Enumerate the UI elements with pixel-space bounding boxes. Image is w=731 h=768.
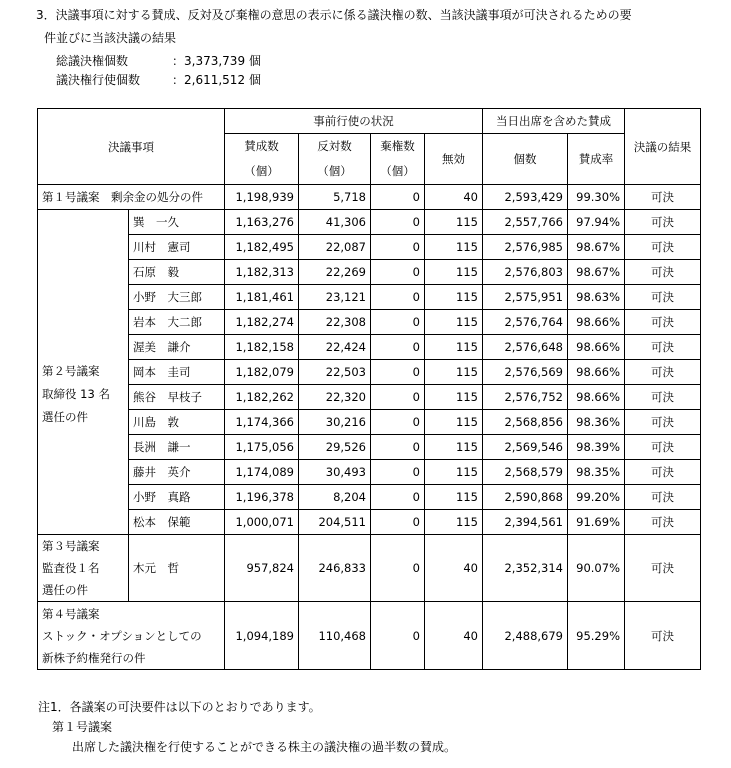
result: 可決 xyxy=(625,435,701,460)
invalid-count: 115 xyxy=(425,260,483,285)
note-line-1: 注1．各議案の可決要件は以下のとおりであります。 xyxy=(38,700,321,714)
for-count: 1,163,276 xyxy=(225,210,299,235)
invalid-count: 115 xyxy=(425,510,483,535)
section-heading-cont: 件並びに当該決議の結果 xyxy=(44,31,177,45)
abstain-count: 0 xyxy=(371,460,425,485)
table-row xyxy=(38,335,701,360)
table-row xyxy=(38,460,701,485)
for-count: 1,000,071 xyxy=(225,510,299,535)
total-votes-label: 総議決権個数 xyxy=(56,54,129,68)
invalid-count: 115 xyxy=(425,410,483,435)
total-for-count: 2,488,679 xyxy=(483,602,568,670)
header-invalid: 無効 xyxy=(425,134,483,185)
invalid-count: 115 xyxy=(425,360,483,385)
abstain-count: 0 xyxy=(371,410,425,435)
candidate-name: 熊谷 早枝子 xyxy=(129,385,225,410)
against-count: 8,204 xyxy=(299,485,371,510)
table-row xyxy=(38,210,701,235)
invalid-count: 115 xyxy=(425,485,483,510)
abstain-count: 0 xyxy=(371,285,425,310)
invalid-count: 115 xyxy=(425,335,483,360)
abstain-count: 0 xyxy=(371,235,425,260)
against-count: 204,511 xyxy=(299,510,371,535)
against-count: 110,468 xyxy=(299,602,371,670)
invalid-count: 115 xyxy=(425,235,483,260)
candidate-name: 川島 敦 xyxy=(129,410,225,435)
section-heading: 3．決議事項に対する賛成、反対及び棄権の意思の表示に係る議決権の数、当該決議事項が可決されるための要 xyxy=(36,8,632,22)
result: 可決 xyxy=(625,210,701,235)
against-count: 30,216 xyxy=(299,410,371,435)
total-votes-value: ：3,373,739 個 xyxy=(172,54,261,68)
table-row xyxy=(38,310,701,335)
abstain-count: 0 xyxy=(371,360,425,385)
approval-rate: 98.66% xyxy=(568,360,625,385)
abstain-count: 0 xyxy=(371,535,425,602)
for-count: 1,196,378 xyxy=(225,485,299,510)
approval-rate: 98.66% xyxy=(568,310,625,335)
invalid-count: 40 xyxy=(425,185,483,210)
for-count: 1,198,939 xyxy=(225,185,299,210)
table-row xyxy=(38,235,701,260)
approval-rate: 98.67% xyxy=(568,235,625,260)
approval-rate: 98.67% xyxy=(568,260,625,285)
header-abstain: 棄権数 （個） xyxy=(371,134,425,185)
for-count: 1,182,495 xyxy=(225,235,299,260)
proposal-label: 第３号議案 監査役１名 選任の件 xyxy=(38,535,129,602)
total-for-count: 2,568,856 xyxy=(483,410,568,435)
table-row xyxy=(38,510,701,535)
result: 可決 xyxy=(625,310,701,335)
header-result: 決議の結果 xyxy=(625,109,701,185)
for-count: 1,182,274 xyxy=(225,310,299,335)
candidate-name: 長洲 謙一 xyxy=(129,435,225,460)
total-for-count: 2,394,561 xyxy=(483,510,568,535)
candidate-name: 小野 真路 xyxy=(129,485,225,510)
proposal-label: 第４号議案 ストック・オプションとしての 新株予約権発行の件 xyxy=(38,602,225,670)
table-row xyxy=(38,285,701,310)
proposal-label: 第２号議案 取締役 13 名 選任の件 xyxy=(38,210,129,535)
table-row xyxy=(38,360,701,385)
candidate-name: 石原 毅 xyxy=(129,260,225,285)
note-line-2: 第１号議案 xyxy=(52,720,113,734)
invalid-count: 115 xyxy=(425,210,483,235)
approval-rate: 98.66% xyxy=(568,335,625,360)
for-count: 1,174,089 xyxy=(225,460,299,485)
against-count: 30,493 xyxy=(299,460,371,485)
for-count: 1,182,079 xyxy=(225,360,299,385)
abstain-count: 0 xyxy=(371,335,425,360)
total-for-count: 2,352,314 xyxy=(483,535,568,602)
approval-rate: 99.30% xyxy=(568,185,625,210)
invalid-count: 115 xyxy=(425,460,483,485)
result: 可決 xyxy=(625,335,701,360)
table-row xyxy=(38,385,701,410)
result: 可決 xyxy=(625,260,701,285)
invalid-count: 40 xyxy=(425,602,483,670)
approval-rate: 98.35% xyxy=(568,460,625,485)
exercised-votes-label: 議決権行使個数 xyxy=(56,73,141,87)
total-for-count: 2,576,985 xyxy=(483,235,568,260)
total-for-count: 2,593,429 xyxy=(483,185,568,210)
candidate-name: 藤井 英介 xyxy=(129,460,225,485)
approval-rate: 90.07% xyxy=(568,535,625,602)
approval-rate: 98.63% xyxy=(568,285,625,310)
against-count: 22,503 xyxy=(299,360,371,385)
result: 可決 xyxy=(625,360,701,385)
header-same-day: 当日出席を含めた賛成 xyxy=(483,109,625,134)
table-row xyxy=(38,602,701,670)
exercised-votes-value: ：2,611,512 個 xyxy=(172,73,261,87)
abstain-count: 0 xyxy=(371,510,425,535)
approval-rate: 91.69% xyxy=(568,510,625,535)
table-row xyxy=(38,260,701,285)
invalid-count: 115 xyxy=(425,435,483,460)
candidate-name: 巽 一久 xyxy=(129,210,225,235)
candidate-name: 木元 哲 xyxy=(129,535,225,602)
against-count: 22,269 xyxy=(299,260,371,285)
for-count: 1,094,189 xyxy=(225,602,299,670)
table-row xyxy=(38,185,701,210)
result: 可決 xyxy=(625,510,701,535)
invalid-count: 115 xyxy=(425,285,483,310)
against-count: 22,320 xyxy=(299,385,371,410)
approval-rate: 98.36% xyxy=(568,410,625,435)
candidate-name: 松本 保範 xyxy=(129,510,225,535)
for-count: 1,175,056 xyxy=(225,435,299,460)
candidate-name: 渥美 謙介 xyxy=(129,335,225,360)
approval-rate: 98.39% xyxy=(568,435,625,460)
header-advance: 事前行使の状況 xyxy=(225,109,483,134)
abstain-count: 0 xyxy=(371,260,425,285)
candidate-name: 岩本 大二郎 xyxy=(129,310,225,335)
candidate-name: 小野 大三郎 xyxy=(129,285,225,310)
result: 可決 xyxy=(625,410,701,435)
table-row xyxy=(38,485,701,510)
for-count: 1,182,262 xyxy=(225,385,299,410)
total-for-count: 2,590,868 xyxy=(483,485,568,510)
against-count: 22,308 xyxy=(299,310,371,335)
result: 可決 xyxy=(625,460,701,485)
abstain-count: 0 xyxy=(371,210,425,235)
against-count: 22,087 xyxy=(299,235,371,260)
total-for-count: 2,575,951 xyxy=(483,285,568,310)
total-for-count: 2,576,764 xyxy=(483,310,568,335)
invalid-count: 115 xyxy=(425,310,483,335)
approval-rate: 95.29% xyxy=(568,602,625,670)
result: 可決 xyxy=(625,535,701,602)
for-count: 957,824 xyxy=(225,535,299,602)
total-for-count: 2,568,579 xyxy=(483,460,568,485)
against-count: 23,121 xyxy=(299,285,371,310)
note-line-3: 出席した議決権を行使することができる株主の議決権の過半数の賛成。 xyxy=(72,740,457,754)
proposal-label: 第１号議案 剰余金の処分の件 xyxy=(38,185,225,210)
header-rate: 賛成率 xyxy=(568,134,625,185)
abstain-count: 0 xyxy=(371,485,425,510)
abstain-count: 0 xyxy=(371,310,425,335)
against-count: 29,526 xyxy=(299,435,371,460)
for-count: 1,181,461 xyxy=(225,285,299,310)
candidate-name: 川村 憲司 xyxy=(129,235,225,260)
against-count: 246,833 xyxy=(299,535,371,602)
table-row xyxy=(38,535,701,602)
against-count: 5,718 xyxy=(299,185,371,210)
header-for: 賛成数 （個） xyxy=(225,134,299,185)
result: 可決 xyxy=(625,235,701,260)
result: 可決 xyxy=(625,602,701,670)
for-count: 1,174,366 xyxy=(225,410,299,435)
abstain-count: 0 xyxy=(371,435,425,460)
abstain-count: 0 xyxy=(371,602,425,670)
header-count: 個数 xyxy=(483,134,568,185)
total-for-count: 2,576,752 xyxy=(483,385,568,410)
result: 可決 xyxy=(625,385,701,410)
invalid-count: 40 xyxy=(425,535,483,602)
candidate-name: 岡本 圭司 xyxy=(129,360,225,385)
abstain-count: 0 xyxy=(371,385,425,410)
header-against: 反対数 （個） xyxy=(299,134,371,185)
against-count: 41,306 xyxy=(299,210,371,235)
approval-rate: 99.20% xyxy=(568,485,625,510)
resolution-table xyxy=(37,108,701,670)
total-for-count: 2,569,546 xyxy=(483,435,568,460)
approval-rate: 98.66% xyxy=(568,385,625,410)
against-count: 22,424 xyxy=(299,335,371,360)
invalid-count: 115 xyxy=(425,385,483,410)
abstain-count: 0 xyxy=(371,185,425,210)
for-count: 1,182,313 xyxy=(225,260,299,285)
table-row xyxy=(38,410,701,435)
total-for-count: 2,576,648 xyxy=(483,335,568,360)
approval-rate: 97.94% xyxy=(568,210,625,235)
total-for-count: 2,557,766 xyxy=(483,210,568,235)
total-for-count: 2,576,803 xyxy=(483,260,568,285)
result: 可決 xyxy=(625,285,701,310)
result: 可決 xyxy=(625,185,701,210)
table-row xyxy=(38,435,701,460)
total-for-count: 2,576,569 xyxy=(483,360,568,385)
header-item: 決議事項 xyxy=(38,109,225,185)
for-count: 1,182,158 xyxy=(225,335,299,360)
result: 可決 xyxy=(625,485,701,510)
